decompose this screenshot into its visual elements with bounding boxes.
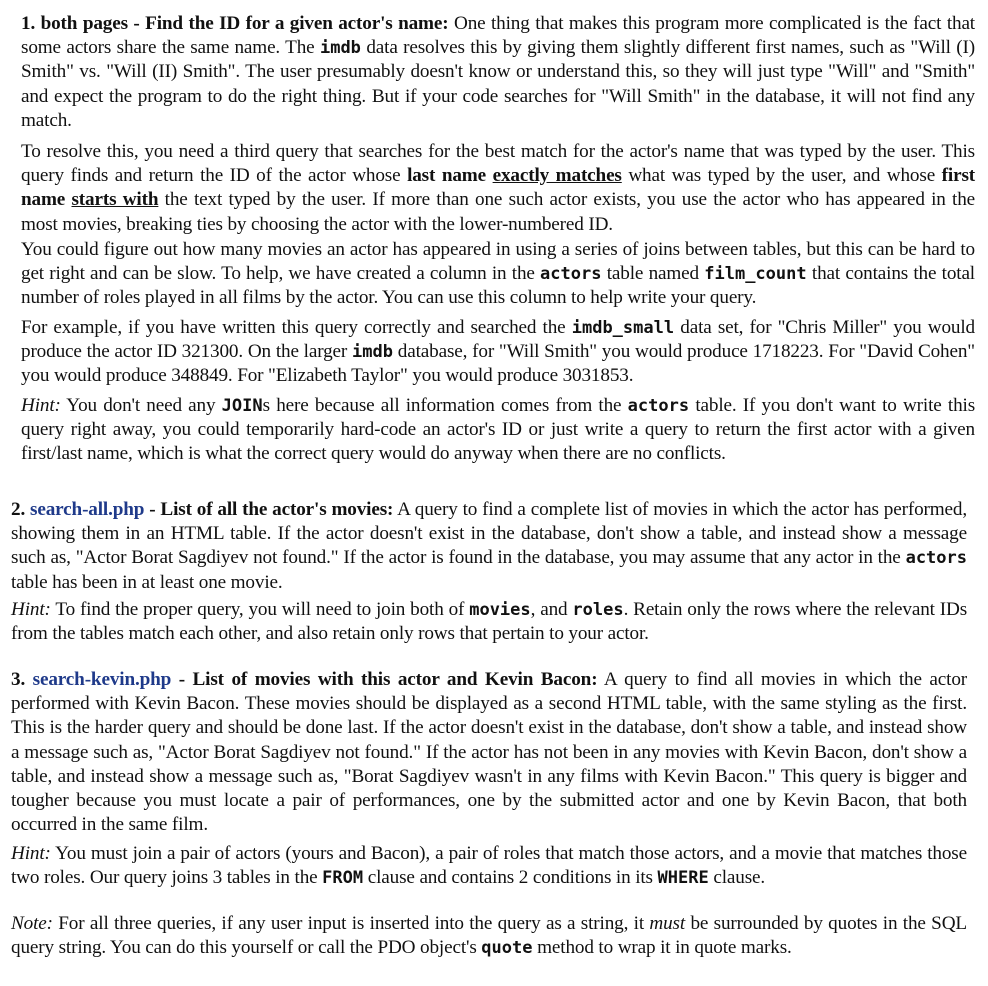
bold-starts-with: starts with <box>71 189 159 211</box>
section1-heading: 1. both pages - Find the ID for a given actor's name: <box>21 13 449 34</box>
hint-label: Hint: <box>11 599 51 620</box>
text-span: To resolve this, you need a third query that searches for the best match for the actor's name that was typed by the user. This query finds and return the ID of the actor whose <box>21 141 975 187</box>
search-kevin-link[interactable]: search-kevin.php <box>32 669 172 690</box>
text-span: data resolves this by giving them slightly different first names, such as "Will (I) Smith" vs. "Will (II) Smith". The user presumably doesn't know or understand this, so they will just type "Will" and "Smith" and expect the program to do the right thing. But if your code searches for "Will Smith" in the database, it will not find any match. <box>21 37 975 131</box>
code-where: WHERE <box>657 868 709 889</box>
section2-number: 2. <box>11 499 26 520</box>
text-span: . Retain only the rows where the relevant IDs from the tables match each other, and also retain only rows that pertain to your actor. <box>11 599 968 645</box>
text-span: You don't need any <box>60 395 222 416</box>
section2-paragraph-1 <box>11 498 967 595</box>
code-join: JOIN <box>221 396 263 416</box>
code-actors: actors <box>627 396 690 416</box>
text-span: You must join a pair of actors (yours and Bacon), a pair of roles that match those actors, and a movie that matches those two roles. Our query joins 3 tables in the <box>11 843 967 889</box>
code-film-count: film_count <box>704 264 807 285</box>
code-imdb: imdb <box>319 38 361 59</box>
note-paragraph <box>11 912 967 960</box>
code-actors: actors <box>905 548 967 569</box>
text-span: that contains the total number of roles played in all films by the actor. You can use this column to help write your query. <box>21 263 975 309</box>
code-from: FROM <box>322 868 364 889</box>
text-span: data set, for "Chris Miller" you would produce the actor ID 321300. On the larger <box>21 317 975 363</box>
text-span: table has been in at least one movie. <box>11 571 283 593</box>
text-span: what was typed by the user, and whose <box>621 165 942 187</box>
text-span: For example, if you have written this query correctly and searched the <box>21 317 572 338</box>
code-roles: roles <box>572 600 624 620</box>
text-span: s here because all information comes from the <box>262 395 628 416</box>
hint-label: Hint: <box>11 843 51 864</box>
section3-hint <box>11 842 967 890</box>
text-span: table. If you don't want to write this query right away, you could temporarily hard-code an actor's ID or just write a query to return the first actor with a given first/last name, which is what the correct query would do anyway when there are no conflicts. <box>21 395 976 465</box>
note-label: Note: <box>11 913 53 934</box>
section3-paragraph-1 <box>11 668 967 837</box>
text-span: For all three queries, if any user input is inserted into the query as a string, it <box>52 913 650 934</box>
text-span: You could figure out how many movies an actor has appeared in using a series of joins between tables, but this can be hard to get right and can be slow. To help, we have created a column in the <box>21 239 975 285</box>
text-span: A query to find a complete list of movies in which the actor has performed, showing them in an HTML table. If the actor doesn't exist in the database, don't show a table, and instead show a message such as, "Actor Borat Sagdiyev not found." If the actor is found in the database, you may assume that any actor in the <box>11 499 968 569</box>
code-imdb: imdb <box>352 342 393 363</box>
hint-label: Hint: <box>21 395 61 416</box>
section2-heading: - List of all the actor's movies: <box>144 499 394 520</box>
code-quote: quote <box>481 938 533 959</box>
text-span: To find the proper query, you will need to join both of <box>50 599 470 620</box>
search-all-link[interactable]: search-all.php <box>30 499 145 520</box>
bold-exactly-matches: exactly matches <box>492 165 622 187</box>
text-span: method to wrap it in quote marks. <box>532 937 792 959</box>
text-span: , and <box>530 599 573 620</box>
section2-hint <box>11 598 967 646</box>
text-span: the text typed by the user. If more than one such actor exists, you use the actor who has appeared in the most movies, breaking ties by choosing the actor with the lower-numbered ID. <box>21 189 976 235</box>
section3-number: 3. <box>11 669 26 690</box>
section1-paragraph-1 <box>21 12 975 133</box>
text-span: clause. <box>708 867 766 889</box>
bold-last-name: last name <box>407 165 486 187</box>
section1-paragraph-3 <box>21 238 975 311</box>
section3-heading: - List of movies with this actor and Kevin Bacon: <box>171 669 598 690</box>
code-imdb-small: imdb_small <box>571 318 675 338</box>
emphasis-must: must <box>649 913 686 934</box>
section1-hint <box>21 394 975 467</box>
text-span: One thing that makes this program more complicated is the fact that some actors share the same name. The <box>21 13 975 59</box>
text-span: be surrounded by quotes in the SQL query string. You can do this yourself or call the PDO object's <box>11 913 967 959</box>
text-span: clause and contains 2 conditions in its <box>363 867 658 889</box>
section1-paragraph-2 <box>21 140 975 237</box>
section1-paragraph-4 <box>21 316 975 389</box>
text-span: A query to find all movies in which the actor performed with Kevin Bacon. These movies should be displayed as a second HTML table, with the same styling as the first. This is the harder query and should be done last. If the actor doesn't exist in the database, don't show a table, and instead show a message such as, "Actor Borat Sagdiyev not found." If the actor has not been in any movies with Kevin Bacon, don't show a table, and instead show a message such as, "Borat Sagdiyev wasn't in any films with Kevin Bacon." This query is bigger and tougher because you must locate a pair of performances, one by the submitted actor and one by Kevin Bacon, that both occurred in the same film. <box>11 669 967 836</box>
text-span: database, for "Will Smith" you would produce 1718223. For "David Cohen" you would produce 348849. For "Elizabeth Taylor" you would produce 3031853. <box>21 341 975 387</box>
text-span: table named <box>601 263 705 285</box>
code-actors: actors <box>540 264 602 285</box>
code-movies: movies <box>469 600 531 620</box>
bold-first-name: first name <box>21 165 975 211</box>
